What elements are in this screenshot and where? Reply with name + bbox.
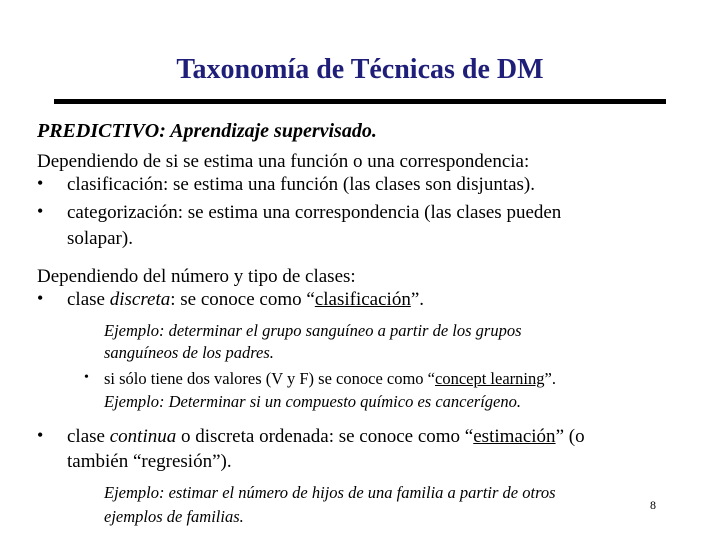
example-1-line-1: Ejemplo: determinar el grupo sanguíneo a partir de los grupos	[104, 321, 522, 340]
example-3-line-1: Ejemplo: estimar el número de hijos de una familia a partir de otros	[104, 483, 556, 502]
page-number: 8	[650, 498, 656, 512]
term-concept-learning: concept learning	[435, 369, 545, 388]
section1-intro: Dependiendo de si se estima una función o una correspondencia:	[37, 151, 530, 172]
bullet-clase-continua: clase continua o discreta ordenada: se conoce como “estimación” (o	[67, 426, 585, 447]
bullet-2: •	[37, 201, 44, 221]
sub-bullet-concept-learning: si sólo tiene dos valores (V y F) se conoce como “concept learning”.	[104, 369, 556, 388]
term-estimacion: estimación	[473, 426, 556, 447]
section2-intro: Dependiendo del número y tipo de clases:	[37, 266, 356, 287]
sub-bullet: •	[84, 370, 89, 385]
example-3-line-2: ejemplos de familias.	[104, 507, 244, 526]
bullet-clasificacion: clasificación: se estima una función (las clases son disjuntas).	[67, 174, 536, 195]
bullet-clase-continua-cont: también “regresión”).	[67, 451, 232, 472]
bullet-categorizacion: categorización: se estima una correspondencia (las clases pueden	[67, 202, 562, 223]
term-clasificacion: clasificación	[314, 289, 411, 310]
example-1-line-2: sanguíneos de los padres.	[104, 343, 274, 362]
bullet-1: •	[37, 173, 44, 193]
bullet-clase-discreta: clase discreta: se conoce como “clasificación”.	[67, 289, 425, 310]
slide-title: Taxonomía de Técnicas de DM	[176, 54, 544, 85]
example-2: Ejemplo: Determinar si un compuesto químico es cancerígeno.	[104, 392, 521, 411]
section-heading: PREDICTIVO: Aprendizaje supervisado.	[37, 120, 377, 142]
bullet-4: •	[37, 425, 44, 445]
bullet-3: •	[37, 288, 44, 308]
title-divider	[54, 99, 666, 104]
bullet-categorizacion-cont: solapar).	[67, 228, 133, 249]
